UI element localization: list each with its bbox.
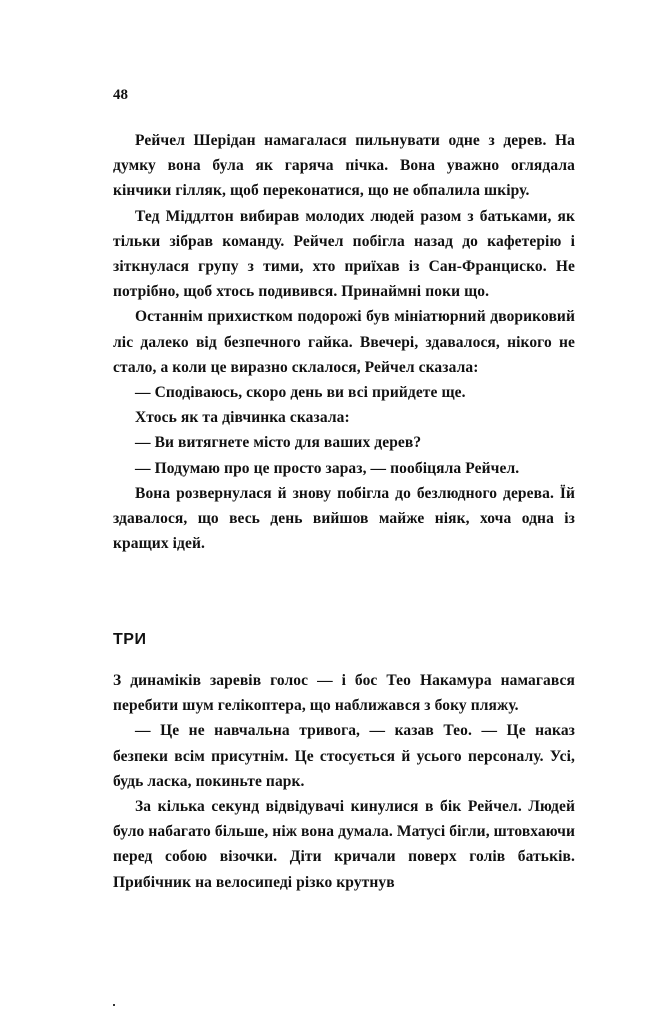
page-number: 48 bbox=[113, 87, 128, 103]
paragraph: Тед Міддлтон вибирав молодих людей разом з батьками, як тільки зібрав команду. Рейчел побігла назад до кафетерію і зіткнулася групу з тими, хто приїхав із Сан-Франциско. Не потрібно, щоб хтось подивився. Принаймні поки що. bbox=[113, 207, 575, 301]
paragraph: Вона розвернулася й знову побігла до безлюдного дерева. Їй здавалося, що весь день вийшов майже ніяк, хоча одна із кращих ідей. bbox=[113, 484, 575, 553]
body-text-bottom bbox=[113, 668, 575, 895]
paragraph: З динаміків заревів голос — і бос Тео Накамура намагався перебити шум гелікоптера, що наближався з боку пляжу. bbox=[113, 672, 575, 715]
paragraph: Хтось як та дівчинка сказала: bbox=[135, 409, 350, 427]
dialogue-line: — Ви витягнете місто для ваших дерев? bbox=[135, 434, 422, 452]
section-heading: ТРИ bbox=[113, 631, 147, 648]
body-text-top bbox=[113, 128, 575, 556]
dialogue-line: — Це не навчальна тривога, — казав Тео. — Це наказ безпеки всім присутнім. Це стосується й усього персоналу. Усі, будь ласка, покиньте парк. bbox=[113, 722, 575, 790]
paragraph: Рейчел Шерідан намагалася пильнувати одне з дерев. На думку вона була як гаряча пічка. Вона уважно оглядала кінчики гілляк, щоб переконатися, що не обпалила шкіру. bbox=[113, 132, 575, 200]
print-mark bbox=[113, 1004, 115, 1006]
paragraph: За кілька секунд відвідувачі кинулися в бік Рейчел. Людей було набагато більше, ніж вона думала. Матусі бігли, штовхаючи перед собою візочки. Діти кричали поверх голів батьків. Прибічник на велосипеді різко крутнув bbox=[113, 798, 576, 891]
dialogue-line: — Подумаю про це просто зараз, — пообіцяла Рейчел. bbox=[135, 459, 520, 477]
paragraph: Останнім прихистком подорожі був мініатюрний двориковий ліс далеко від безпечного гайка. Ввечері, здавалося, нікого не стало, а коли це виразно склалося, Рейчел сказала: bbox=[113, 308, 575, 376]
dialogue-line: — Сподіваюсь, скоро день ви всі прийдете ще. bbox=[135, 384, 466, 402]
